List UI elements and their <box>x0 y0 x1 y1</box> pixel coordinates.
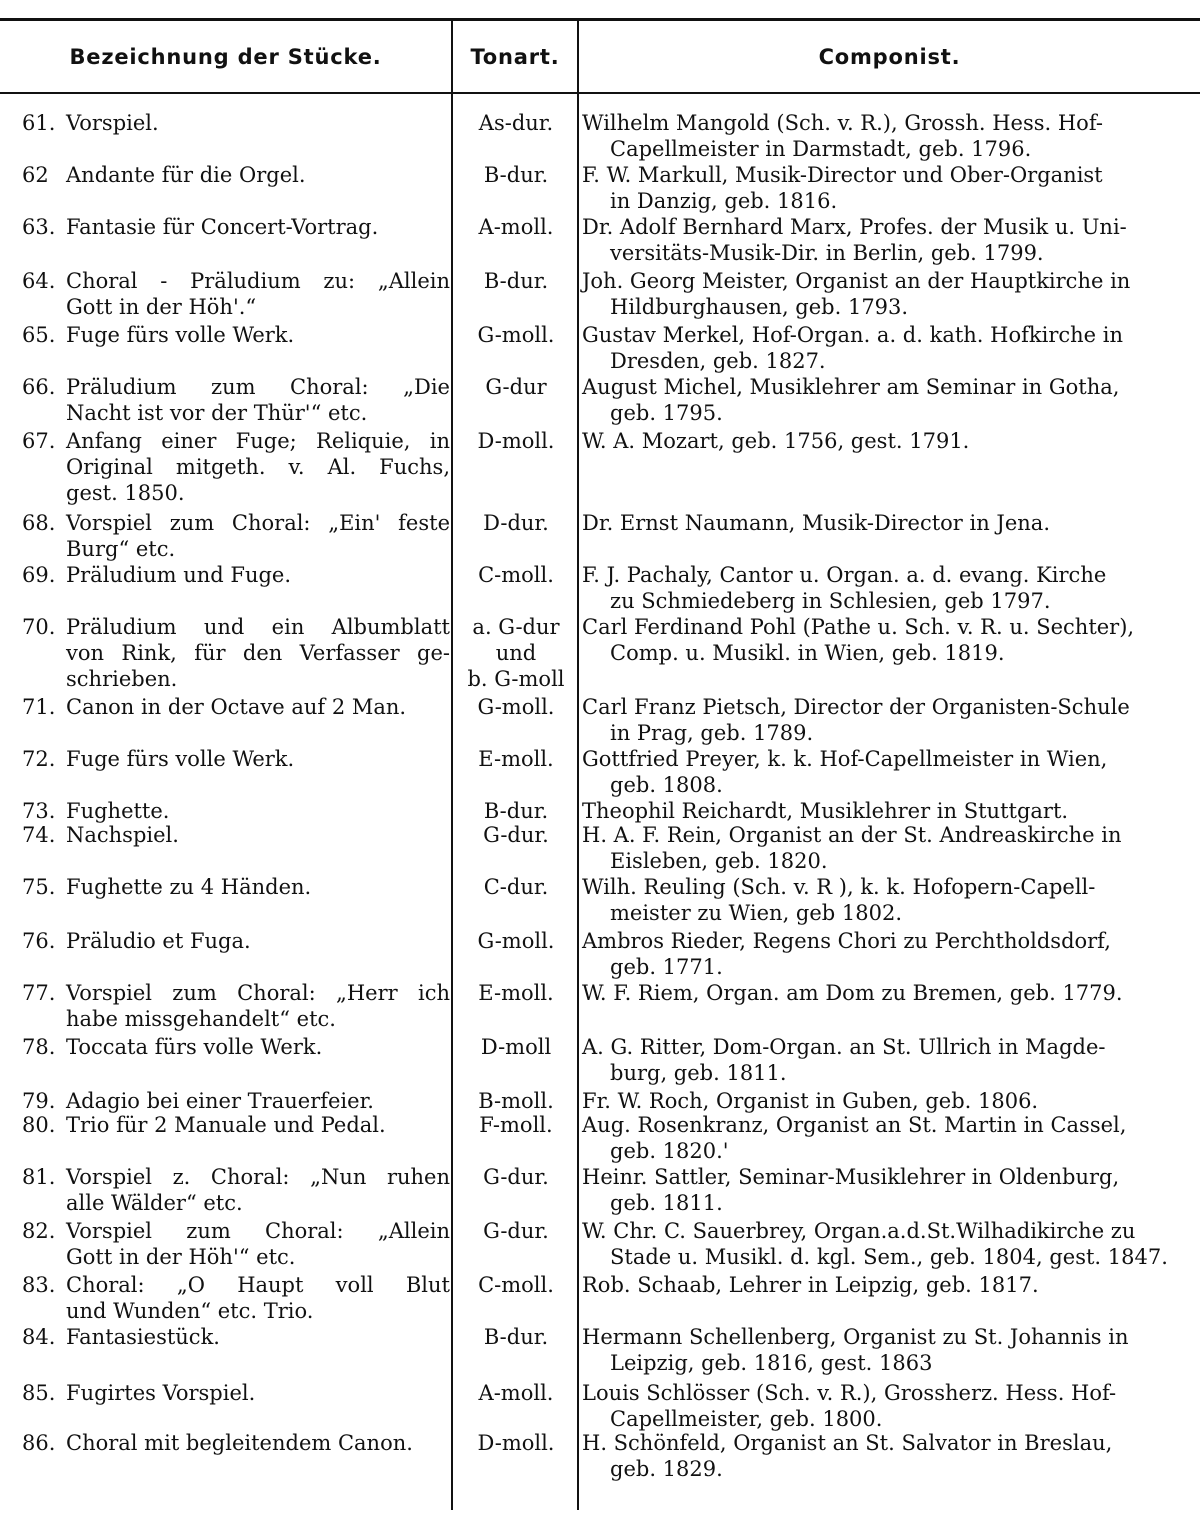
composer-cell <box>582 1088 1188 1114</box>
piece-title-line: Anfang einer Fuge; Reliquie, in <box>66 429 450 453</box>
composer-cell <box>582 374 1188 426</box>
piece-title-line: alle Wälder“ etc. <box>66 1191 243 1215</box>
piece-title-line: Gott in der Höh'.“ <box>66 295 257 319</box>
header-composer: Componist. <box>818 45 961 69</box>
piece-title-line: und Wunden“ etc. Trio. <box>66 1299 314 1323</box>
column-divider-2 <box>577 20 579 1510</box>
piece-title-line: schrieben. <box>66 667 178 691</box>
key-cell <box>456 798 576 824</box>
composer-cell <box>582 1034 1188 1086</box>
composer-line: versitäts-Musik-Dir. in Berlin, geb. 1799. <box>610 241 1044 265</box>
piece-title-cell <box>22 798 450 824</box>
key-cell <box>456 268 576 294</box>
composer-line: geb. 1820.' <box>610 1139 729 1163</box>
composer-cell <box>582 322 1188 374</box>
key-cell <box>456 1218 576 1244</box>
piece-number: 84. <box>22 1325 56 1349</box>
composer-line: August Michel, Musiklehrer am Seminar in Gotha, <box>582 375 1120 399</box>
piece-title-line: Vorspiel zum Choral: „Allein <box>66 1219 450 1243</box>
piece-title-cell <box>22 1380 450 1406</box>
piece-number: 63. <box>22 215 56 239</box>
piece-title-cell <box>22 1112 450 1138</box>
composer-line: geb. 1771. <box>610 955 723 979</box>
composer-line: Eisleben, geb. 1820. <box>610 849 828 873</box>
key-cell <box>456 1380 576 1406</box>
composer-line: Capellmeister in Darmstadt, geb. 1796. <box>610 137 1032 161</box>
composer-cell <box>582 1430 1188 1482</box>
composer-line: Gottfried Preyer, k. k. Hof-Capellmeister in Wien, <box>582 747 1108 771</box>
piece-title-line: Fantasiestück. <box>66 1325 220 1349</box>
composer-line: Wilhelm Mangold (Sch. v. R.), Grossh. Hess. Hof- <box>582 111 1103 135</box>
key-line: As-dur. <box>478 111 554 135</box>
composer-cell <box>582 1218 1188 1270</box>
key-line: B-dur. <box>483 1325 549 1349</box>
key-cell <box>456 1430 576 1456</box>
piece-title-cell <box>22 614 450 692</box>
composer-cell <box>582 798 1188 824</box>
key-line: A-moll. <box>478 215 554 239</box>
piece-number: 79. <box>22 1089 56 1113</box>
piece-title-cell <box>22 1430 450 1456</box>
piece-number: 65. <box>22 323 56 347</box>
composer-cell <box>582 214 1188 266</box>
piece-title-line: Fugirtes Vorspiel. <box>66 1381 256 1405</box>
key-cell <box>456 1112 576 1138</box>
header-rule <box>0 92 1200 94</box>
key-cell <box>456 374 576 400</box>
key-cell <box>456 214 576 240</box>
composer-line: burg, geb. 1811. <box>610 1061 787 1085</box>
composer-line: Theophil Reichardt, Musiklehrer in Stuttgart. <box>582 799 1069 823</box>
key-cell <box>456 614 576 692</box>
piece-number: 82. <box>22 1219 56 1243</box>
key-line: D-moll <box>480 1035 552 1059</box>
piece-title-cell <box>22 562 450 588</box>
piece-title-cell <box>22 928 450 954</box>
piece-title-line: Choral - Präludium zu: „Allein <box>66 269 450 293</box>
composer-line: meister zu Wien, geb 1802. <box>610 901 903 925</box>
composer-line: geb. 1795. <box>610 401 723 425</box>
composer-line: Stade u. Musikl. d. kgl. Sem., geb. 1804, gest. 1847. <box>610 1245 1168 1269</box>
piece-title-line: Gott in der Höh'“ etc. <box>66 1245 296 1269</box>
piece-number: 64. <box>22 269 56 293</box>
composer-line: Comp. u. Musikl. in Wien, geb. 1819. <box>610 641 1005 665</box>
piece-title-cell <box>22 1272 450 1324</box>
piece-title-cell <box>22 874 450 900</box>
composer-line: Gustav Merkel, Hof-Organ. a. d. kath. Hofkirche in <box>582 323 1123 347</box>
piece-number: 62 <box>22 163 49 187</box>
piece-title-cell <box>22 694 450 720</box>
composer-line: Joh. Georg Meister, Organist an der Hauptkirche in <box>582 269 1131 293</box>
piece-number: 69. <box>22 563 56 587</box>
piece-number: 75. <box>22 875 56 899</box>
piece-title-line: Präludio et Fuga. <box>66 929 251 953</box>
piece-number: 68. <box>22 511 56 535</box>
piece-title-line: Andante für die Orgel. <box>66 163 306 187</box>
key-line: G-moll. <box>477 323 555 347</box>
piece-title-line: Fuge fürs volle Werk. <box>66 323 295 347</box>
composer-line: Carl Franz Pietsch, Director der Organisten-Schule <box>582 695 1130 719</box>
piece-title-cell <box>22 1034 450 1060</box>
header-key: Tonart. <box>470 45 560 69</box>
composer-cell <box>582 268 1188 320</box>
composer-cell <box>582 746 1188 798</box>
composer-line: H. A. F. Rein, Organist an der St. Andreaskirche in <box>582 823 1122 847</box>
composer-cell <box>582 874 1188 926</box>
key-line: G-dur <box>485 375 547 399</box>
key-cell <box>456 1272 576 1298</box>
composer-line: Rob. Schaab, Lehrer in Leipzig, geb. 1817. <box>582 1273 1039 1297</box>
piece-number: 71. <box>22 695 56 719</box>
composer-line: F. W. Markull, Musik-Director und Ober-Organist <box>582 163 1103 187</box>
key-line: G-moll. <box>477 695 555 719</box>
composer-cell <box>582 694 1188 746</box>
key-cell <box>456 428 576 454</box>
piece-number: 83. <box>22 1273 56 1297</box>
key-line: G-dur. <box>483 823 549 847</box>
composer-line: Wilh. Reuling (Sch. v. R ), k. k. Hofopern-Capell- <box>582 875 1096 899</box>
key-line: und <box>495 641 537 665</box>
composer-line: Ambros Rieder, Regens Chori zu Perchtholdsdorf, <box>582 929 1111 953</box>
piece-number: 86. <box>22 1431 56 1455</box>
key-cell <box>456 874 576 900</box>
composer-line: Heinr. Sattler, Seminar-Musiklehrer in Oldenburg, <box>582 1165 1120 1189</box>
piece-title-cell <box>22 268 450 320</box>
composer-cell <box>582 510 1188 536</box>
piece-number: 70. <box>22 615 56 639</box>
header-designation: Bezeichnung der Stücke. <box>69 45 382 69</box>
composer-cell <box>582 980 1188 1006</box>
piece-title-cell <box>22 428 450 506</box>
key-cell <box>456 980 576 1006</box>
composer-cell <box>582 162 1188 214</box>
piece-title-line: Choral: „O Haupt voll Blut <box>66 1273 450 1297</box>
piece-title-cell <box>22 1164 450 1216</box>
composer-line: Dr. Ernst Naumann, Musik-Director in Jena. <box>582 511 1050 535</box>
composer-line: W. Chr. C. Sauerbrey, Organ.a.d.St.Wilhadikirche zu <box>582 1219 1136 1243</box>
key-cell <box>456 746 576 772</box>
top-rule <box>0 18 1200 21</box>
composer-cell <box>582 562 1188 614</box>
piece-number: 85. <box>22 1381 56 1405</box>
piece-title-cell <box>22 162 450 188</box>
key-cell <box>456 1324 576 1350</box>
piece-number: 74. <box>22 823 56 847</box>
key-cell <box>456 1088 576 1114</box>
piece-title-cell <box>22 510 450 562</box>
key-line: C-moll. <box>478 1273 554 1297</box>
composer-line: F. J. Pachaly, Cantor u. Organ. a. d. evang. Kirche <box>582 563 1107 587</box>
composer-line: zu Schmiedeberg in Schlesien, geb 1797. <box>610 589 1051 613</box>
piece-number: 73. <box>22 799 56 823</box>
composer-line: geb. 1808. <box>610 773 723 797</box>
key-line: G-dur. <box>483 1219 549 1243</box>
composer-line: H. Schönfeld, Organist an St. Salvator in Breslau, <box>582 1431 1113 1455</box>
piece-title-line: Nacht ist vor der Thür'“ etc. <box>66 401 368 425</box>
piece-title-line: Nachspiel. <box>66 823 179 847</box>
key-line: a. G-dur <box>472 615 560 639</box>
piece-title-line: Präludium zum Choral: „Die <box>66 375 450 399</box>
composer-cell <box>582 1272 1188 1298</box>
key-cell <box>456 322 576 348</box>
piece-title-line: Fuge fürs volle Werk. <box>66 747 295 771</box>
composer-line: geb. 1829. <box>610 1457 723 1481</box>
composer-line: A. G. Ritter, Dom-Organ. an St. Ullrich in Magde- <box>582 1035 1106 1059</box>
composer-cell <box>582 822 1188 874</box>
key-line: C-moll. <box>478 563 554 587</box>
piece-title-cell <box>22 1088 450 1114</box>
composer-line: W. A. Mozart, geb. 1756, gest. 1791. <box>582 429 970 453</box>
composer-line: in Prag, geb. 1789. <box>610 721 814 745</box>
piece-number: 77. <box>22 981 56 1005</box>
key-line: A-moll. <box>478 1381 554 1405</box>
composer-cell <box>582 428 1188 454</box>
composer-cell <box>582 1380 1188 1432</box>
key-line: D-moll. <box>477 429 555 453</box>
key-line: B-dur. <box>483 269 549 293</box>
composer-line: Capellmeister, geb. 1800. <box>610 1407 883 1431</box>
piece-title-cell <box>22 1218 450 1270</box>
piece-title-cell <box>22 214 450 240</box>
composer-line: in Danzig, geb. 1816. <box>610 189 838 213</box>
piece-title-line: gest. 1850. <box>66 481 185 505</box>
key-line: E-moll. <box>478 747 554 771</box>
key-line: E-moll. <box>478 981 554 1005</box>
piece-title-line: Fantasie für Concert-Vortrag. <box>66 215 379 239</box>
piece-title-cell <box>22 374 450 426</box>
composer-line: W. F. Riem, Organ. am Dom zu Bremen, geb. 1779. <box>582 981 1123 1005</box>
key-line: G-moll. <box>477 929 555 953</box>
piece-number: 76. <box>22 929 56 953</box>
key-cell <box>456 694 576 720</box>
piece-number: 66. <box>22 375 56 399</box>
composer-cell <box>582 614 1188 666</box>
piece-title-line: Canon in der Octave auf 2 Man. <box>66 695 407 719</box>
piece-title-line: Vorspiel z. Choral: „Nun ruhen <box>66 1165 450 1189</box>
composer-line: Louis Schlösser (Sch. v. R.), Grossherz. Hess. Hof- <box>582 1381 1117 1405</box>
piece-title-cell <box>22 822 450 848</box>
key-line: C-dur. <box>483 875 549 899</box>
piece-number: 67. <box>22 429 56 453</box>
piece-title-line: Choral mit begleitendem Canon. <box>66 1431 413 1455</box>
key-cell <box>456 928 576 954</box>
composer-line: Leipzig, geb. 1816, gest. 1863 <box>610 1351 933 1375</box>
piece-title-line: Vorspiel. <box>66 111 159 135</box>
piece-title-cell <box>22 322 450 348</box>
piece-title-line: Toccata fürs volle Werk. <box>66 1035 323 1059</box>
key-line: F-moll. <box>479 1113 553 1137</box>
composer-cell <box>582 1324 1188 1376</box>
piece-number: 61. <box>22 111 56 135</box>
key-cell <box>456 822 576 848</box>
piece-title-line: Vorspiel zum Choral: „Herr ich <box>66 981 450 1005</box>
key-line: B-moll. <box>478 1089 554 1113</box>
composer-cell <box>582 928 1188 980</box>
composer-line: Aug. Rosenkranz, Organist an St. Martin in Cassel, <box>582 1113 1127 1137</box>
piece-title-line: Original mitgeth. v. Al. Fuchs, <box>66 455 450 479</box>
piece-title-line: Fughette zu 4 Händen. <box>66 875 312 899</box>
piece-title-cell <box>22 1324 450 1350</box>
piece-title-line: von Rink, für den Verfasser ge- <box>66 641 450 665</box>
composer-line: Hermann Schellenberg, Organist zu St. Johannis in <box>582 1325 1129 1349</box>
piece-title-cell <box>22 746 450 772</box>
piece-title-line: Fughette. <box>66 799 170 823</box>
composer-line: Hildburghausen, geb. 1793. <box>610 295 909 319</box>
piece-title-line: habe missgehandelt“ etc. <box>66 1007 336 1031</box>
composer-cell <box>582 110 1188 162</box>
piece-title-cell <box>22 980 450 1032</box>
piece-title-line: Adagio bei einer Trauerfeier. <box>66 1089 374 1113</box>
piece-number: 80. <box>22 1113 56 1137</box>
piece-title-cell <box>22 110 450 136</box>
column-divider-1 <box>451 20 453 1510</box>
composer-cell <box>582 1112 1188 1164</box>
piece-number: 81. <box>22 1165 56 1189</box>
piece-title-line: Präludium und ein Albumblatt <box>66 615 450 639</box>
key-cell <box>456 1164 576 1190</box>
piece-number: 72. <box>22 747 56 771</box>
key-cell <box>456 1034 576 1060</box>
piece-title-line: Vorspiel zum Choral: „Ein' feste <box>66 511 450 535</box>
composer-line: Dr. Adolf Bernhard Marx, Profes. der Musik u. Uni- <box>582 215 1127 239</box>
composer-line: Dresden, geb. 1827. <box>610 349 826 373</box>
key-line: B-dur. <box>483 799 549 823</box>
key-line: G-dur. <box>483 1165 549 1189</box>
composer-cell <box>582 1164 1188 1216</box>
piece-title-line: Burg“ etc. <box>66 537 176 561</box>
composer-line: Fr. W. Roch, Organist in Guben, geb. 1806. <box>582 1089 1039 1113</box>
key-cell <box>456 510 576 536</box>
key-cell <box>456 562 576 588</box>
key-line: D-moll. <box>477 1431 555 1455</box>
key-line: B-dur. <box>483 163 549 187</box>
piece-title-line: Trio für 2 Manuale und Pedal. <box>66 1113 386 1137</box>
composer-line: Carl Ferdinand Pohl (Pathe u. Sch. v. R. u. Sechter), <box>582 615 1135 639</box>
key-cell <box>456 162 576 188</box>
piece-title-line: Präludium und Fuge. <box>66 563 292 587</box>
piece-number: 78. <box>22 1035 56 1059</box>
key-line: D-dur. <box>483 511 549 535</box>
composer-line: geb. 1811. <box>610 1191 723 1215</box>
key-cell <box>456 110 576 136</box>
key-line: b. G-moll <box>467 667 565 691</box>
